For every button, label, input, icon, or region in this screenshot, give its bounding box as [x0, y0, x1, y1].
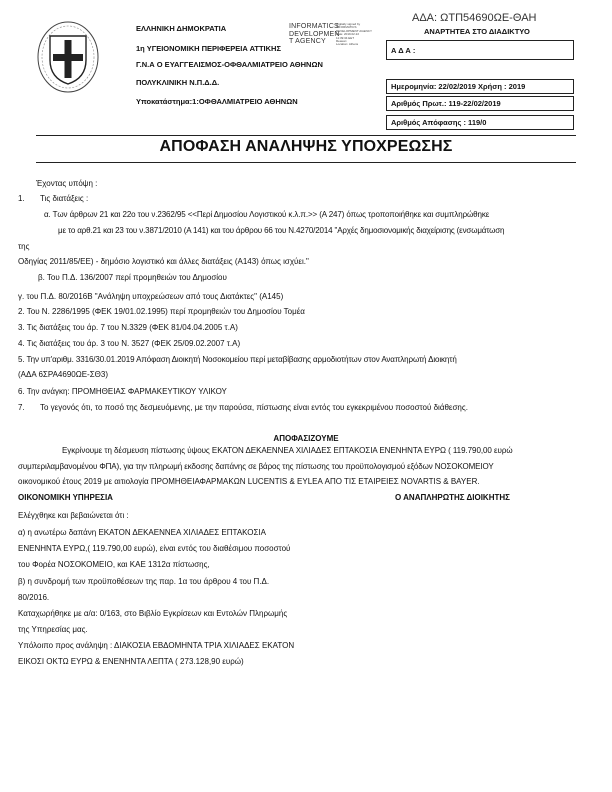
body-line: 5. Την υπ'αριθμ. 3316/30.01.2019 Απόφαση Διοικητή Νοσοκομείου περί μεταβίβασης αρμοδιοτήτων στον Αναπληρωτή Διοικητή [18, 355, 457, 364]
body-line: του Φορέα ΝΟΣΟΚΟΜΕΙΟ, και ΚΑΕ 1312α πίστωσης, [18, 560, 210, 569]
body-line: 80/2016. [18, 593, 50, 602]
body-line: Οδηγίας 2011/85/ΕΕ) - δημόσιο λογιστικό και άλλες διατάξεις (Α143) όπως ισχύει." [18, 257, 309, 266]
date-box-label: Ημερομηνία: 22/02/2019 Χρήση : 2019 [391, 82, 526, 91]
body-line: β) η συνδρομή των προϋποθέσεων της παρ. 1α του άρθρου 4 του Π.Δ. [18, 577, 270, 586]
decision-heading: ΑΠΟΦΑΣΙΖΟΥΜΕ [273, 434, 339, 443]
financial-service-signature: ΟΙΚΟΝΟΜΙΚΗ ΥΠΗΡΕΣΙΑ [18, 493, 113, 502]
logo-line: INFORMATICS [289, 23, 339, 30]
logo-line: T AGENCY [289, 38, 326, 45]
header-polyclinic: ΠΟΛΥΚΛΙΝΙΚΗ Ν.Π.Δ.Δ. [136, 78, 220, 87]
body-line: Τις διατάξεις : [40, 194, 89, 203]
body-line: της Υπηρεσίας μας. [18, 625, 88, 634]
body-line: α) η ανωτέρω δαπάνη ΕΚΑΤΟΝ ΔΕΚΑΕΝΝΕΑ ΧΙΛΙΑΔΕΣ ΕΠΤΑΚΟΣΙΑ [18, 528, 266, 537]
body-line: γ. του Π.Δ. 80/2016Β "Ανάληψη υποχρεώσεων από τους Διατάκτες" (Α145) [18, 292, 284, 301]
body-line: ΕΝΕΝΗΝΤΑ ΕΥΡΩ,( 119.790,00 ευρώ), είναι εντός του διαθέσιμου ποσοστού [18, 544, 291, 553]
list-number: 7. [18, 403, 25, 412]
header-hospital: Γ.Ν.Α Ο ΕΥΑΓΓΕΛΙΣΜΟΣ-ΟΦΘΑΛΜΙΑΤΡΕΙΟ ΑΘΗΝΩΝ [136, 60, 323, 69]
ada-top-label: ΑΔΑ: ΩΤΠ54690ΩΕ-ΘΑΗ [412, 12, 537, 24]
greek-coat-of-arms-icon [36, 20, 100, 94]
publish-online-label: ΑΝΑΡΤΗΤΕΑ ΣΤΟ ΔΙΑΔΙΚΤΥΟ [424, 27, 530, 36]
body-line: 6. Την ανάγκη: ΠΡΟΜΗΘΕΙΑΣ ΦΑΡΜΑΚΕΥΤΙΚΟΥ ΥΛΙΚΟΥ [18, 387, 227, 396]
logo-line: DEVELOPMEN [289, 30, 340, 38]
body-line: με το αρθ.21 και 23 του ν.3871/2010 (Α 141) και του άρθρου 66 του Ν.4270/2014 "Αρχές δημοσιονομικής διαχείρισης (ενσωμάτωση [58, 226, 505, 235]
body-line: (ΑΔΑ 6ΣΡΑ4690ΩΕ-ΣΘ3) [18, 370, 108, 379]
header-branch: Υποκατάστημα:1:ΟΦΘΑΛΜΙΑΤΡΕΙΟ ΑΘΗΝΩΝ [136, 97, 298, 106]
document-title: ΑΠΟΦΑΣΗ ΑΝΑΛΗΨΗΣ ΥΠΟΧΡΕΩΣΗΣ [159, 138, 453, 155]
body-line: Ελέγχθηκε και βεβαιώνεται ότι : [18, 511, 129, 520]
body-line: ΕΙΚΟΣΙ ΟΚΤΩ ΕΥΡΩ & ΕΝΕΝΗΝΤΑ ΛΕΠΤΑ ( 273.128,90 ευρώ) [18, 657, 244, 666]
body-line: Υπόλοιπο προς ανάληψη : ΔΙΑΚΟΣΙΑ ΕΒΔΟΜΗΝΤΑ ΤΡΙΑ ΧΙΛΙΑΔΕΣ ΕΚΑΤΟΝ [18, 641, 295, 650]
title-bottom-rule [36, 162, 576, 163]
body-line: β. Του Π.Δ. 136/2007 περί προμηθειών του Δημοσίου [38, 273, 227, 282]
protocol-box [386, 96, 574, 111]
date-box [386, 79, 574, 94]
deputy-director-signature: Ο ΑΝΑΠΛΗΡΩΤΗΣ ΔΙΟΙΚΗΤΗΣ [395, 493, 510, 502]
decision-number-box [386, 115, 574, 130]
body-line: οικονομικού έτους 2019 με αιτιολογία ΠΡΟΜΗΘΕΙΑΦΑΡΜΑΚΩΝ LUCENTIS & EYLEA ΑΠΟ ΤΙΣ ΕΤΑΙΡΕΙΕΣ NOVARTIS & BAYER. [18, 477, 480, 486]
digital-signature-stamp [289, 23, 379, 49]
body-line: Καταχωρήθηκε με α/α: 0/163, στο Βιβλίο Εγκρίσεων και Εντολών Πληρωμής [18, 609, 288, 618]
body-line: 2. Του Ν. 2286/1995 (ΦΕΚ 19/01.02.1995) περί προμηθειών του Δημοσίου Τομέα [18, 307, 305, 316]
ada-box [386, 40, 574, 60]
body-line: α. Των άρθρων 21 και 22ο του ν.2362/95 <<Περί Δημοσίου Λογιστικού κ.λ.π.>> (Α 247) όπως τροποποιήθηκε και συμπληρώθηκε [44, 210, 490, 219]
body-line: Εγκρίνουμε τη δέσμευση πίστωσης ύψους ΕΚΑΤΟΝ ΔΕΚΑΕΝΝΕΑ ΧΙΛΙΑΔΕΣ ΕΠΤΑΚΟΣΙΑ ΕΝΕΝΗΝΤΑ ΕΥΡΩ ( 119.790,00 ευρώ [62, 446, 513, 455]
body-line: 3. Τις διατάξεις του άρ. 7 του Ν.3329 (ΦΕΚ 81/04.04.2005 τ.Α) [18, 323, 238, 332]
body-line: συμπεριλαμβανομένου ΦΠΑ), για την πληρωμή εκδοσης δαπάνης σε βάρος της πίστωσης του προϋπολογισμού εξόδων ΝΟΣΟΚΟΜΕΙΟΥ [18, 462, 494, 471]
body-line: Έχοντας υπόψη : [36, 179, 98, 188]
header-country: ΕΛΛΗΝΙΚΗ ΔΗΜΟΚΡΑΤΙΑ [136, 24, 227, 33]
body-line: 4. Τις διατάξεις του άρ. 3 του Ν. 3527 (ΦΕΚ 25/09.02.2007 τ.Α) [18, 339, 241, 348]
signature-details: Digitally signed by INFORMATICS DEVELOPMENT AGENCY Date: 2019.02.22 11:39:34 EET Reason: Location: Athens [336, 22, 372, 47]
title-top-rule [36, 135, 576, 136]
body-line: της [18, 242, 30, 251]
decision-number-label: Αριθμός Απόφασης : 119/0 [391, 118, 487, 127]
ada-box-label: Α Δ Α : [391, 45, 416, 55]
header-health-region: 1η ΥΓΕΙΟΝΟΜΙΚΗ ΠΕΡΙΦΕΡΕΙΑ ΑΤΤΙΚΗΣ [136, 44, 281, 53]
body-line: Το γεγονός ότι, το ποσό της δεσμευόμενης, με την παρούσα, πίστωσης είναι εντός του εγκεκριμένου ποσοστού διάθεσης. [40, 403, 468, 412]
list-number: 1. [18, 194, 25, 203]
protocol-box-label: Αριθμός Πρωτ.: 119-22/02/2019 [391, 99, 501, 108]
